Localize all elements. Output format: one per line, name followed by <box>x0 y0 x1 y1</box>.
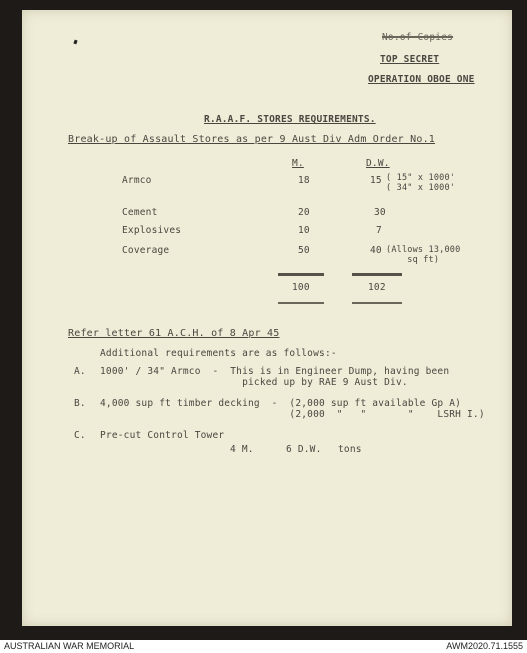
row-dw: 30 <box>374 207 386 218</box>
reference-line: Refer letter 61 A.C.H. of 8 Apr 45 <box>68 328 280 339</box>
row-m: 18 <box>298 175 310 186</box>
document-page <box>22 10 512 626</box>
item-letter: B. <box>74 398 86 409</box>
document-subtitle: Break-up of Assault Stores as per 9 Aust Div Adm Order No.1 <box>68 134 436 145</box>
tower-unit: tons <box>338 444 362 455</box>
footer-left: AUSTRALIAN WAR MEMORIAL <box>4 641 135 651</box>
tower-dw: 6 D.W. <box>286 444 322 455</box>
row-dw: 15 <box>370 175 382 186</box>
row-item: Cement <box>122 207 158 218</box>
total-rule-bottom-m <box>278 302 324 304</box>
item-letter: A. <box>74 366 86 377</box>
total-dw: 102 <box>368 282 386 293</box>
row-dw: 7 <box>376 225 382 236</box>
staple-mark <box>73 40 77 45</box>
item-text: Pre-cut Control Tower <box>100 430 225 441</box>
classification-label: TOP SECRET <box>380 54 440 65</box>
row-item: Armco <box>122 175 152 186</box>
item-text: 1000' / 34" Armco - This is in Engineer Dump, having been picked up by RAE 9 Aust Div. <box>100 366 450 388</box>
row-m: 20 <box>298 207 310 218</box>
row-m: 50 <box>298 245 310 256</box>
row-note: (Allows 13,000 sq ft) <box>386 245 461 265</box>
footer-right: AWM2020.71.1555 <box>446 641 523 651</box>
row-dw: 40 <box>370 245 382 256</box>
item-text: 4,000 sup ft timber decking - (2,000 sup ft available Gp A) (2,000 " " " LSRH I.) <box>100 398 485 420</box>
row-note: ( 15" x 1000' ( 34" x 1000' <box>386 173 456 193</box>
row-m: 10 <box>298 225 310 236</box>
copy-mark: No.of Copies <box>382 32 454 43</box>
col-header-dw: D.W. <box>366 158 390 169</box>
row-item: Explosives <box>122 225 182 236</box>
intro-line: Additional requirements are as follows:- <box>100 348 337 359</box>
col-header-m: M. <box>292 158 304 169</box>
row-item: Coverage <box>122 245 170 256</box>
operation-label: OPERATION OBOE ONE <box>368 74 475 85</box>
document-title: R.A.A.F. STORES REQUIREMENTS. <box>204 114 376 125</box>
total-rule-top-dw <box>352 273 402 276</box>
total-rule-bottom-dw <box>352 302 402 304</box>
total-m: 100 <box>292 282 310 293</box>
tower-m: 4 M. <box>230 444 254 455</box>
total-rule-top-m <box>278 273 324 276</box>
item-letter: C. <box>74 430 86 441</box>
